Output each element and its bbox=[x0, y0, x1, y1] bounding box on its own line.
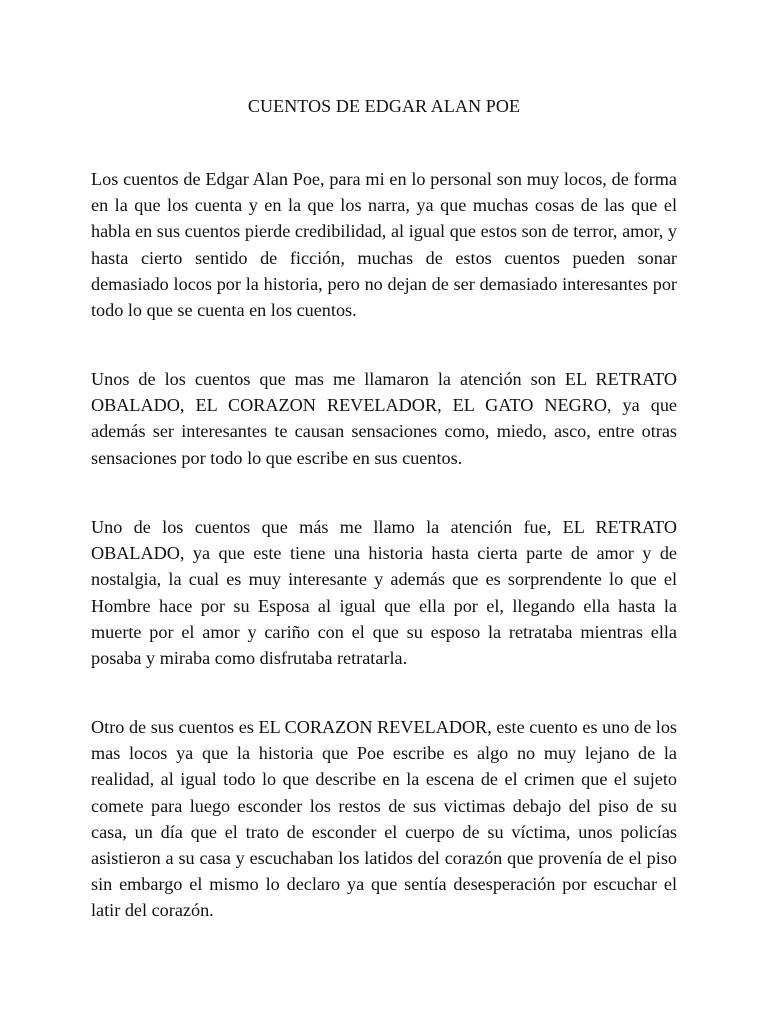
paragraph-2: Unos de los cuentos que mas me llamaron la atención son EL RETRATO OBALADO, EL CORAZON REVELADOR, EL GATO NEGRO, ya que además ser interesantes te causan sensaciones como, miedo, asco, entre otras sensaciones por todo lo que escribe en sus cuentos. bbox=[91, 369, 677, 468]
paragraph-4: Otro de sus cuentos es EL CORAZON REVELADOR, este cuento es uno de los mas locos ya que la historia que Poe escribe es algo no muy lejano de la realidad, al igual todo lo que describe en la escena de el crimen que el sujeto comete para luego esconder los restos de sus victimas debajo del piso de su casa, un día que el trato de esconder el cuerpo de su víctima, unos policías asistieron a su casa y escuchaban los latidos del corazón que provenía de el piso sin embargo el mismo lo declaro ya que sentía desesperación por escuchar el latir del corazón. bbox=[91, 717, 677, 921]
document-title: CUENTOS DE EDGAR ALAN POE bbox=[247, 96, 521, 116]
paragraph-3: Uno de los cuentos que más me llamo la atención fue, EL RETRATO OBALADO, ya que este tiene una historia hasta cierta parte de amor y de nostalgia, la cual es muy interesante y además que es sorprendente lo que el Hombre hace por su Esposa al igual que ella por el, llegando ella hasta la muerte por el amor y cariño con el que su esposo la retrataba mientras ella posaba y miraba como disfrutaba retratarla. bbox=[91, 517, 677, 669]
paragraph-1: Los cuentos de Edgar Alan Poe, para mi en lo personal son muy locos, de forma en la que los cuenta y en la que los narra, ya que muchas cosas de las que el habla en sus cuentos pierde credibilidad, al igual que estos son de terror, amor, y hasta cierto sentido de ficción, muchas de estos cuentos pueden sonar demasiado locos por la historia, pero no dejan de ser demasiado interesantes por todo lo que se cuenta en los cuentos. bbox=[91, 169, 677, 321]
